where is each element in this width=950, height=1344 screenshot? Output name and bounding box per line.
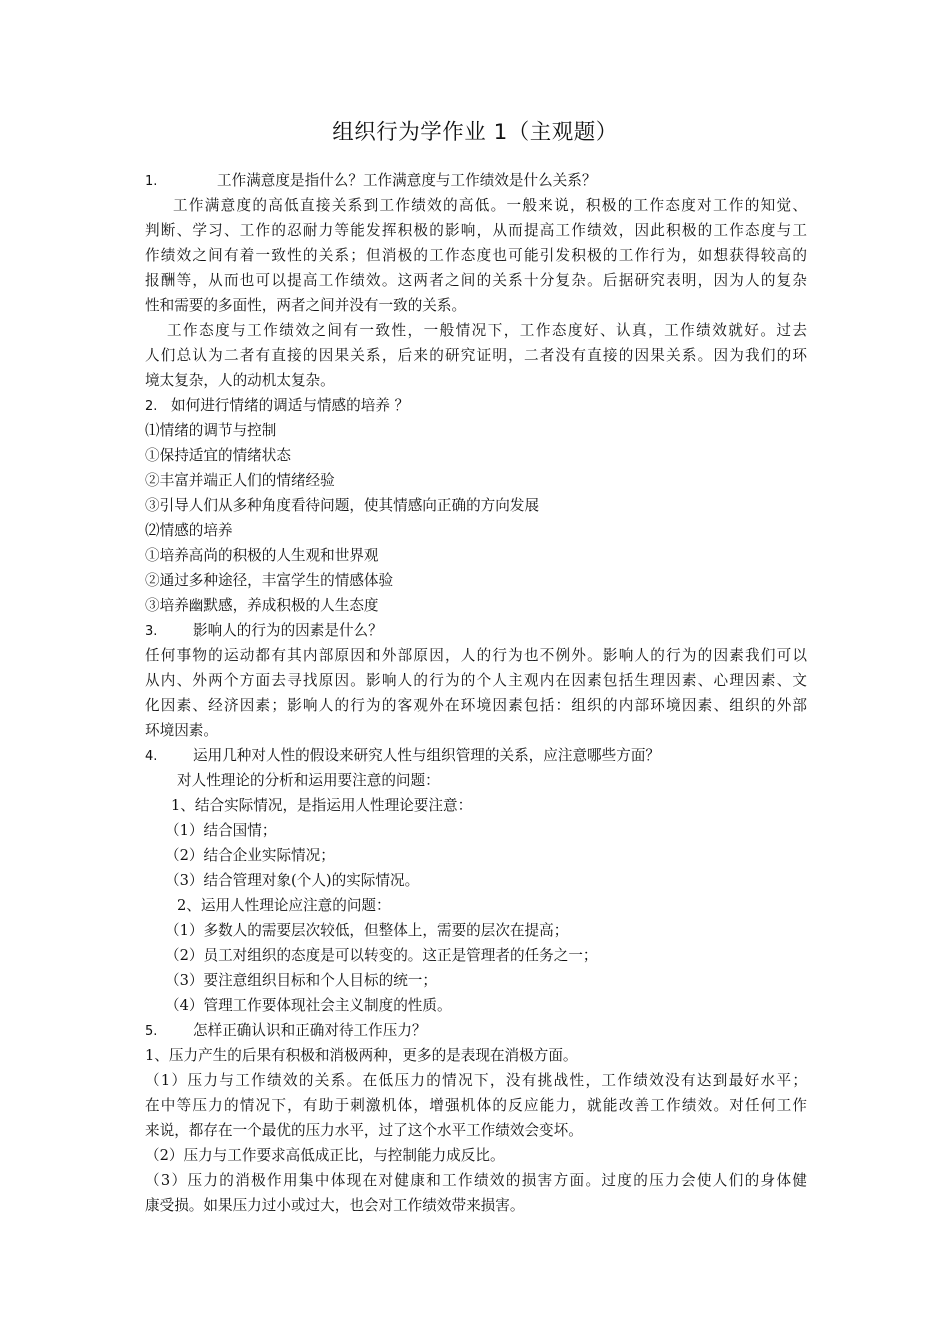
- answer-4-intro: 对人性理论的分析和运用要注意的问题：: [177, 772, 440, 789]
- question-4-text: 运用几种对人性的假设来研究人性与组织管理的关系，应注意哪些方面？: [193, 747, 661, 764]
- answer-4-item: （2）结合企业实际情况；: [165, 847, 335, 864]
- answer-2-line: ③引导人们从多种角度看待问题，使其情感向正确的方向发展: [145, 497, 540, 514]
- answer-3-line: 化因素、经济因素；影响人的行为的客观外在环境因素包括：组织的内部环境因素、组织的外部: [145, 697, 807, 714]
- answer-1-line: 作绩效之间有着一致性的关系；但消极的工作态度也可能引发积极的工作行为，如想获得较高的: [145, 247, 807, 264]
- answer-1-line: 性和需要的多面性，两者之间并没有一致的关系。: [145, 297, 467, 314]
- answer-5-line: 康受损。如果压力过小或过大，也会对工作绩效带来损害。: [145, 1197, 525, 1214]
- question-2-number: 2.: [145, 399, 158, 414]
- question-3-text: 影响人的行为的因素是什么？: [193, 622, 383, 639]
- question-5-number: 5.: [145, 1024, 158, 1039]
- answer-2-line: ②通过多种途径，丰富学生的情感体验: [145, 572, 394, 589]
- answer-5-item: （1）压力与工作绩效的关系。在低压力的情况下，没有挑战性，工作绩效没有达到最好水平；: [145, 1072, 807, 1089]
- answer-5-line: 来说，都存在一个最优的压力水平，过了这个水平工作绩效会变坏。: [145, 1122, 583, 1139]
- answer-4-item: （2）员工对组织的态度是可以转变的。这正是管理者的任务之一；: [165, 947, 598, 964]
- answer-2-line: ②丰富并端正人们的情绪经验: [145, 472, 335, 489]
- answer-2-line: ①保持适宜的情绪状态: [145, 447, 291, 464]
- question-4-number: 4.: [145, 749, 158, 764]
- answer-3-line: 环境因素。: [145, 722, 218, 739]
- answer-5-item: （2）压力与工作要求高低成正比，与控制能力成反比。: [145, 1147, 505, 1164]
- question-1-number: 1.: [145, 174, 158, 189]
- answer-2-line: ③培养幽默感，养成积极的人生态度: [145, 597, 379, 614]
- answer-4-item: （3）要注意组织目标和个人目标的统一；: [165, 972, 437, 989]
- answer-5-line: 1、压力产生的后果有积极和消极两种，更多的是表现在消极方面。: [145, 1047, 578, 1064]
- answer-2-line: ⑴情绪的调节与控制: [145, 422, 277, 439]
- question-2-heading: [145, 393, 807, 418]
- answer-4-point-2: 2、运用人性理论应注意的问题：: [177, 897, 391, 914]
- answer-2-line: ①培养高尚的积极的人生观和世界观: [145, 547, 379, 564]
- question-1-text: 工作满意度是指什么？工作满意度与工作绩效是什么关系？: [217, 172, 597, 189]
- answer-4-item: （1）结合国情；: [165, 822, 277, 839]
- document-title: 组织行为学作业 1（主观题）: [332, 120, 618, 145]
- answer-3-line: 从内、外两个方面去寻找原因。影响人的行为的个人主观内在因素包括生理因素、心理因素、文: [145, 672, 807, 689]
- answer-2-line: ⑵情感的培养: [145, 522, 233, 539]
- question-4-heading: [145, 743, 807, 768]
- question-5-heading: [145, 1018, 807, 1043]
- answer-1-line: 判断、学习、工作的忍耐力等能发挥积极的影响，从而提高工作绩效，因此积极的工作态度与工: [145, 222, 807, 239]
- answer-1-line: 报酬等，从而也可以提高工作绩效。这两者之间的关系十分复杂。后据研究表明，因为人的复杂: [145, 272, 807, 289]
- answer-4-item: （3）结合管理对象(个人)的实际情况。: [165, 872, 420, 889]
- answer-4-point-1: 1、结合实际情况，是指运用人性理论要注意：: [171, 797, 473, 814]
- answer-4-item: （4）管理工作要体现社会主义制度的性质。: [165, 997, 452, 1014]
- question-3-heading: [145, 618, 807, 643]
- question-1-heading: [145, 168, 807, 193]
- answer-1-line: 工作满意度的高低直接关系到工作绩效的高低。一般来说，积极的工作态度对工作的知觉、: [173, 197, 807, 214]
- answer-5-line: 在中等压力的情况下，有助于刺激机体，增强机体的反应能力，就能改善工作绩效。对任何工作: [145, 1097, 807, 1114]
- answer-1-line: 人们总认为二者有直接的因果关系，后来的研究证明，二者没有直接的因果关系。因为我们的环: [145, 347, 807, 364]
- question-2-text: 如何进行情绪的调适与情感的培养 ？: [171, 397, 410, 414]
- question-3-number: 3.: [145, 624, 158, 639]
- answer-1-line: 工作态度与工作绩效之间有一致性，一般情况下，工作态度好、认真，工作绩效就好。过去: [167, 322, 807, 339]
- answer-4-item: （1）多数人的需要层次较低，但整体上，需要的层次在提高；: [165, 922, 569, 939]
- answer-5-item: （3）压力的消极作用集中体现在对健康和工作绩效的损害方面。过度的压力会使人们的身体健: [145, 1172, 807, 1189]
- question-5-text: 怎样正确认识和正确对待工作压力？: [193, 1022, 427, 1039]
- answer-1-line: 境太复杂，人的动机太复杂。: [145, 372, 335, 389]
- answer-3-line: 任何事物的运动都有其内部原因和外部原因，人的行为也不例外。影响人的行为的因素我们可以: [145, 647, 807, 664]
- document-body: [145, 168, 807, 1218]
